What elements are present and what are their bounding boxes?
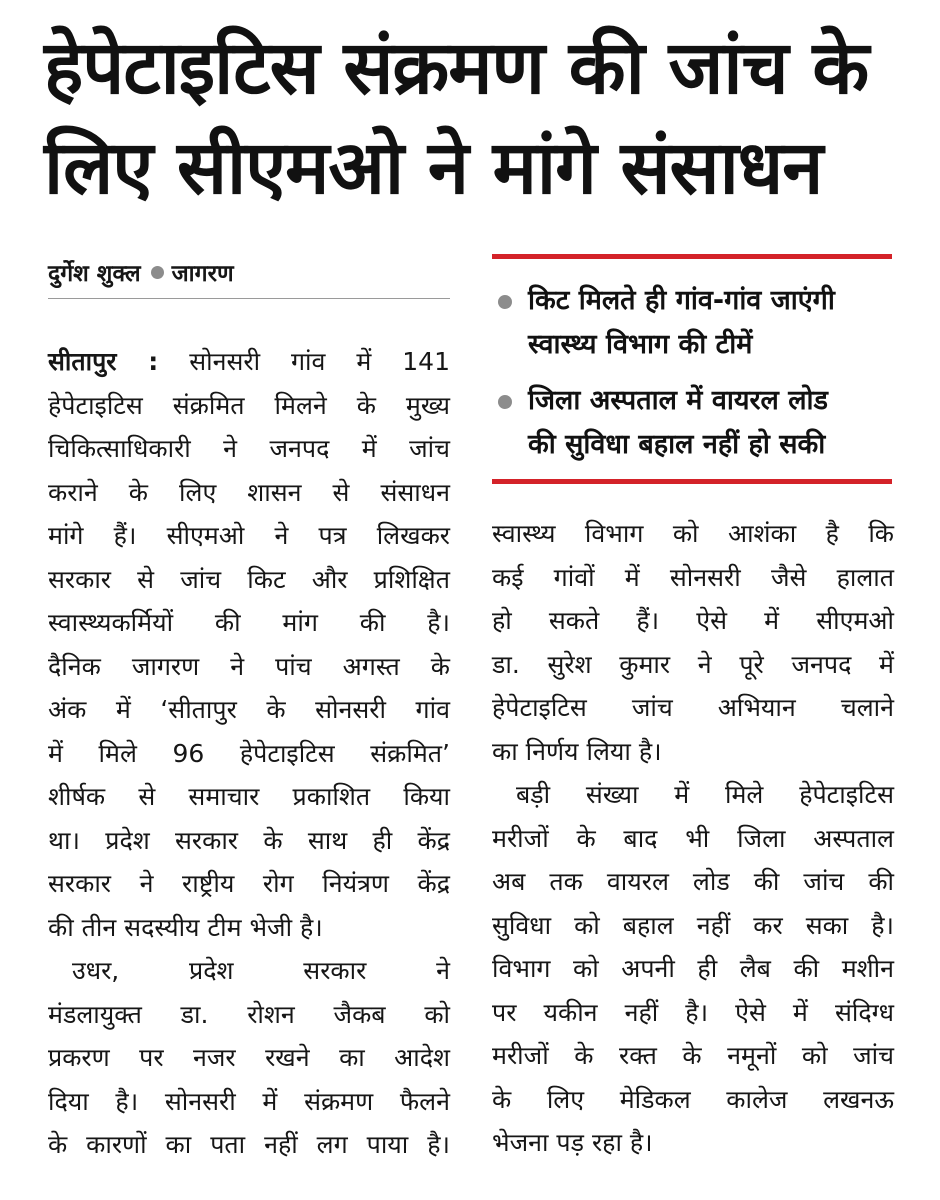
article-column-left — [48, 340, 450, 1167]
article-line: था। प्रदेश सरकार के साथ ही केंद्र — [48, 825, 450, 855]
article-line: डा. सुरेश कुमार ने पूरे जनपद में — [492, 649, 894, 679]
highlight-line: किट मिलते ही गांव-गांव जाएंगी — [528, 285, 835, 316]
article-column-right — [492, 512, 894, 1165]
headline-line-1: हेपेटाइटिस संक्रमण की जांच के — [44, 25, 869, 111]
bullet-dot-icon — [151, 266, 164, 279]
article-line: हेपेटाइटिस जांच अभियान चलाने — [492, 693, 894, 722]
article-line: विभाग को अपनी ही लैब की मशीन — [492, 954, 894, 983]
article-line: हो सकते हैं। ऐसे में सीएमओ — [492, 606, 894, 635]
article-line: भेजना पड़ रहा है। — [492, 1128, 653, 1157]
article-line: मांगे हैं। सीएमओ ने पत्र लिखकर — [48, 521, 450, 550]
highlight-line: जिला अस्पताल में वायरल लोड — [528, 385, 828, 416]
article-line: दैनिक जागरण ने पांच अगस्त के — [48, 651, 450, 681]
article-line: पर यकीन नहीं है। ऐसे में संदिग्ध — [492, 997, 894, 1027]
article-line: हेपेटाइटिस संक्रमित मिलने के मुख्य — [48, 390, 450, 420]
article-line: बड़ी संख्या में मिले हेपेटाइटिस — [516, 780, 894, 809]
article-line: का निर्णय लिया है। — [492, 736, 662, 766]
bullet-dot-icon — [498, 395, 512, 409]
article-line: मंडलायुक्त डा. रोशन जैकब को — [48, 999, 450, 1029]
article-line: कई गांवों में सोनसरी जैसे हालात — [492, 562, 894, 592]
article-line: में मिले 96 हेपेटाइटिस संक्रमित’ — [48, 738, 450, 768]
article-line: सरकार से जांच किट और प्रशिक्षित — [48, 564, 450, 594]
article-line: प्रकरण पर नजर रखने का आदेश — [48, 1043, 450, 1072]
article-line: के कारणों का पता नहीं लग पाया है। — [48, 1130, 450, 1159]
byline — [48, 254, 450, 299]
article-line: के लिए मेडिकल कालेज लखनऊ — [492, 1084, 894, 1114]
highlight-line: स्वास्थ्य विभाग की टीमें — [528, 329, 753, 360]
article-line: अंक में ‘सीतापुर के सोनसरी गांव — [48, 695, 450, 724]
article-line: दिया है। सोनसरी में संक्रमण फैलने — [48, 1086, 450, 1116]
highlight-item — [492, 279, 892, 367]
byline-author: दुर्गेश शुक्ल — [48, 261, 141, 287]
article-line: अब तक वायरल लोड की जांच की — [492, 867, 894, 896]
headline — [44, 18, 904, 218]
article-line: कराने के लिए शासन से संसाधन — [48, 477, 450, 507]
article-line: शीर्षक से समाचार प्रकाशित किया — [48, 782, 450, 811]
byline-source: जागरण — [171, 261, 234, 287]
article-line: चिकित्साधिकारी ने जनपद में जांच — [48, 434, 450, 463]
bullet-dot-icon — [498, 295, 512, 309]
article-line: स्वास्थ्य विभाग को आशंका है कि — [492, 519, 894, 548]
article-line: सुविधा को बहाल नहीं कर सका है। — [492, 910, 894, 940]
article-line: सरकार ने राष्ट्रीय रोग नियंत्रण केंद्र — [48, 869, 450, 898]
article-line: उधर, प्रदेश सरकार ने — [72, 956, 450, 985]
highlight-line: की सुविधा बहाल नहीं हो सकी — [528, 429, 826, 460]
article-line: स्वास्थ्यकर्मियों की मांग की है। — [48, 608, 450, 637]
highlights-box — [492, 254, 892, 484]
article-line-text: सोनसरी गांव में 141 — [189, 347, 450, 376]
article-line — [48, 340, 450, 384]
article-line: मरीजों के बाद भी जिला अस्पताल — [492, 823, 894, 853]
dateline: सीतापुर : — [48, 347, 159, 376]
headline-line-2: लिए सीएमओ ने मांगे संसाधन — [44, 125, 823, 211]
highlight-item — [492, 379, 892, 467]
article-line: मरीजों के रक्त के नमूनों को जांच — [492, 1041, 894, 1070]
article-line: की तीन सदस्यीय टीम भेजी है। — [48, 912, 323, 942]
